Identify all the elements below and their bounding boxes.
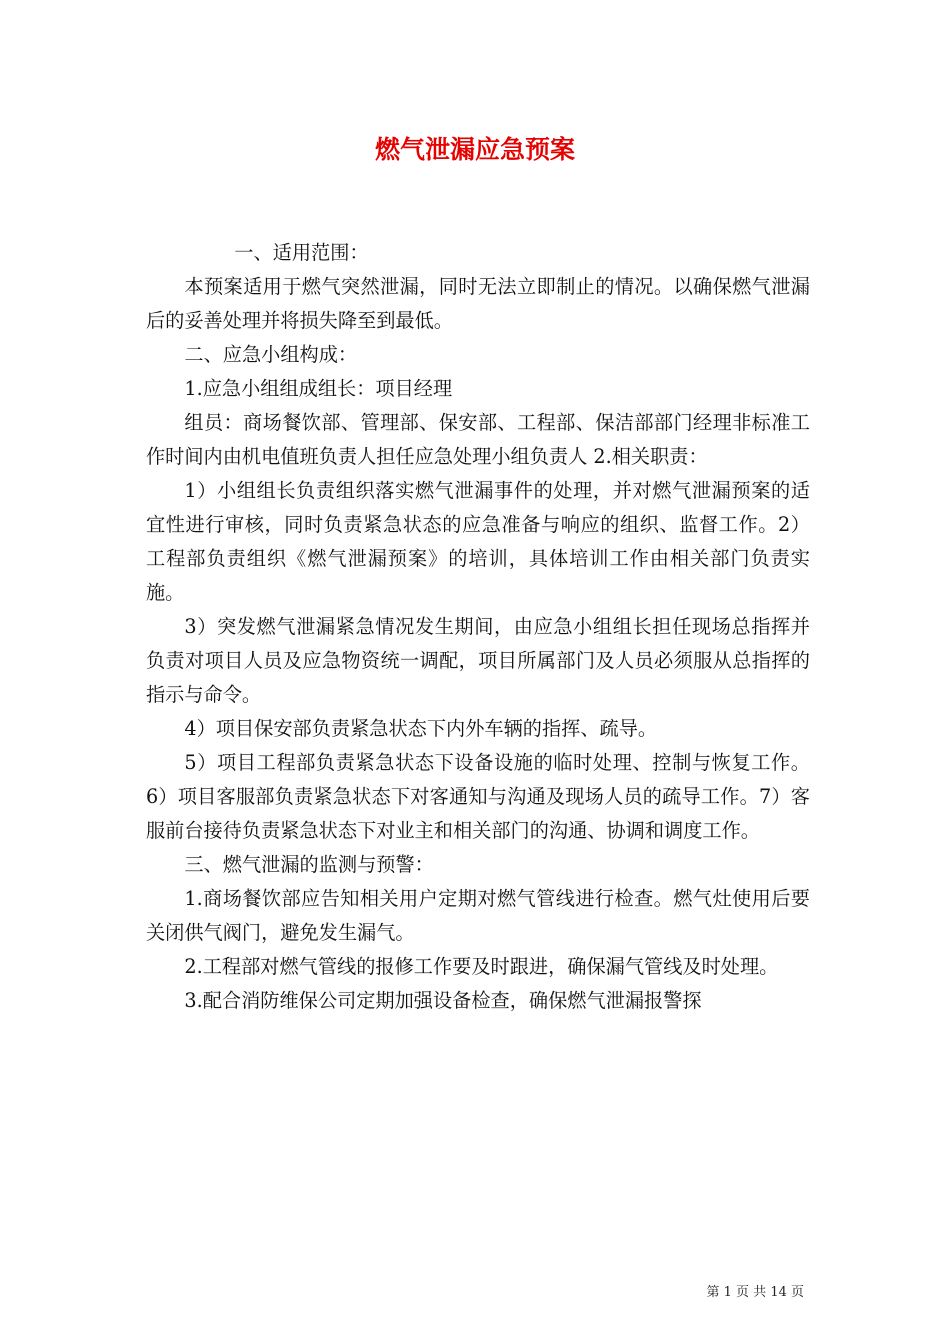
paragraph-duties-5-7: 5）项目工程部负责紧急状态下设备设施的临时处理、控制与恢复工作。6）项目客服部负责紧急状态下对客通知与沟通及现场人员的疏导工作。7）客服前台接待负责紧急状态下对业主和相关部门的沟通、协调和调度工作。 [146,751,810,842]
section-heading-scope: 一、适用范围： [234,241,369,264]
paragraph-duties-4: 4）项目保安部负责紧急状态下内外车辆的指挥、疏导。 [184,717,658,740]
page-number-footer: 第 1 页 共 14 页 [706,1285,804,1300]
section-heading-team: 二、应急小组构成： [184,343,358,366]
document-body [146,236,810,1018]
paragraph-scope: 本预案适用于燃气突然泄漏，同时无法立即制止的情况。以确保燃气泄漏后的妥善处理并将损失降至到最低。 [146,275,810,332]
section-heading-monitoring: 三、燃气泄漏的监测与预警： [184,853,434,876]
paragraph-monitoring-3: 3.配合消防维保公司定期加强设备检查，确保燃气泄漏报警探 [184,989,702,1012]
paragraph-monitoring-2: 2.工程部对燃气管线的报修工作要及时跟进，确保漏气管线及时处理。 [184,955,779,978]
paragraph-monitoring-1: 1.商场餐饮部应告知相关用户定期对燃气管线进行检查。燃气灶使用后要关闭供气阀门，避免发生漏气。 [146,887,810,944]
paragraph-team-leader: 1.应急小组组成组长：项目经理 [184,377,453,400]
paragraph-team-members: 组员：商场餐饮部、管理部、保安部、工程部、保洁部部门经理非标准工作时间内由机电值班负责人担任应急处理小组负责人 2.相关职责： [146,411,810,468]
paragraph-duties-1-2: 1）小组组长负责组织落实燃气泄漏事件的处理，并对燃气泄漏预案的适宜性进行审核，同时负责紧急状态的应急准备与响应的组织、监督工作。2）工程部负责组织《燃气泄漏预案》的培训，具体培训工作由相关部门负责实施。 [146,479,810,604]
paragraph-duties-3: 3）突发燃气泄漏紧急情况发生期间，由应急小组组长担任现场总指挥并负责对项目人员及应急物资统一调配，项目所属部门及人员必须服从总指挥的指示与命令。 [146,615,810,706]
document-title: 燃气泄漏应急预案 [374,135,575,164]
